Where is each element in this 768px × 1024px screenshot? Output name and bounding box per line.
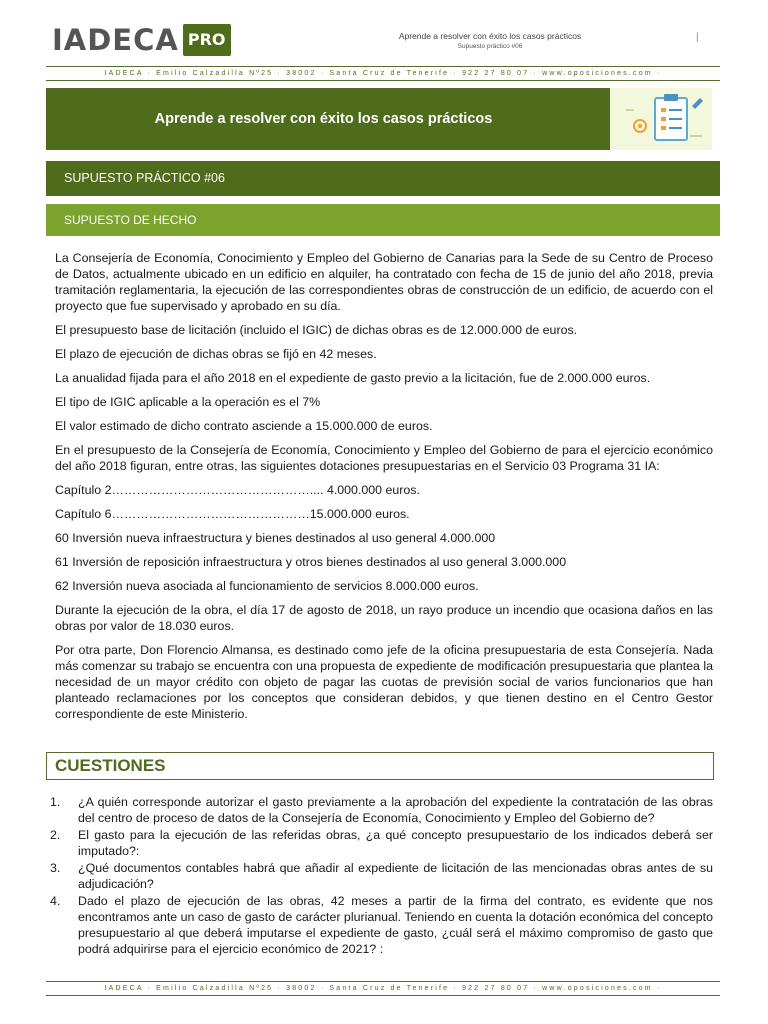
cuestiones-heading [46, 752, 714, 780]
question-text: El gasto para la ejecución de las referidas obras, ¿a qué concepto presupuestario de los indicados deberá ser imputado?: [78, 828, 713, 858]
section-supuesto-de-hecho: SUPUESTO DE HECHO [46, 204, 720, 236]
banner-title: Aprende a resolver con éxito los casos prácticos [154, 111, 493, 127]
question-number: 4. [50, 894, 61, 908]
paragraph: 60 Inversión nueva infraestructura y bienes destinados al uso general 4.000.000 [55, 531, 496, 545]
paragraph: En el presupuesto de la Consejería de Economía, Conocimiento y Empleo del Gobierno de para el ejercicio económico del año 2018 figuran, entre otras, las siguientes dotaciones presupuestarias en el Servicio 03 Programa 31 IA: [55, 443, 713, 473]
contact-bar-bottom: IADECA · Emilio Calzadilla Nº25 · 38002 · Santa Cruz de Tenerife · 922 27 80 07 · www.oposiciones.com · [46, 981, 720, 996]
header-subtitle: Supuesto práctico #06 [457, 43, 523, 50]
logo-pro-badge: PRO [183, 24, 231, 56]
question-item [50, 827, 713, 859]
question-item [50, 860, 713, 892]
question-number: 1. [50, 795, 61, 809]
logo-text: IADECA [52, 23, 179, 57]
paragraph: Capítulo 2………………………………………….... 4.000.000 euros. [55, 483, 420, 497]
paragraph: Capítulo 6…………………………………………15.000.000 euros. [55, 507, 410, 521]
paragraph: La anualidad fijada para el año 2018 en el expediente de gasto previo a la licitación, fue de 2.000.000 euros. [55, 371, 651, 385]
question-text: ¿Qué documentos contables habrá que añadir al expediente de licitación de las mencionadas obras antes de su adjudicación? [78, 861, 713, 891]
questions-list [50, 794, 713, 958]
paragraph: La Consejería de Economía, Conocimiento y Empleo del Gobierno de Canarias para la Sede de su Centro de Proceso de Datos, actualmente ubicado en un edificio en alquiler, ha contratado con fecha de 15 de junio del año 2018, previa tramitación reglamentaria, la ejecución de las correspondientes obras de construcción de un edificio, de acuerdo con el proyecto que fue supervisado y aprobado en su día. [55, 251, 713, 313]
paragraph: Por otra parte, Don Florencio Almansa, es destinado como jefe de la oficina presupuestaria de esta Consejería. Nada más comenzar su trabajo se encuentra con una propuesta de expediente de modificación presupuestaria que plantea la necesidad de un mayor crédito con objeto de pagar las cuotas de previsión social de varios funcionarios que han planteado reclamaciones por los conceptos que consideran debidos, y que tienen destino en el Centro Gestor correspondiente de este Ministerio. [55, 643, 713, 721]
clipboard-checklist-icon [610, 88, 712, 150]
page-header [0, 0, 768, 64]
paragraph: El tipo de IGIC aplicable a la operación es el 7% [55, 395, 321, 409]
paragraph: El plazo de ejecución de dichas obras se fijó en 42 meses. [55, 347, 377, 361]
cuestiones-title: CUESTIONES [55, 756, 166, 775]
header-title: Aprende a resolver con éxito los casos prácticos [398, 31, 582, 41]
paragraph: El presupuesto base de licitación (incluido el IGIC) de dichas obras es de 12.000.000 de euros. [55, 323, 578, 337]
paragraph: El valor estimado de dicho contrato asciende a 15.000.000 de euros. [55, 419, 433, 433]
iadeca-logo [52, 24, 231, 56]
paragraph: Durante la ejecución de la obra, el día 17 de agosto de 2018, un rayo produce un incendio que ocasiona daños en las obras por valor de 18.030 euros. [55, 603, 713, 633]
question-number: 2. [50, 828, 61, 842]
title-banner [46, 88, 712, 150]
contact-bar-top: IADECA · Emilio Calzadilla Nº25 · 38002 · Santa Cruz de Tenerife · 922 27 80 07 · www.oposiciones.com · [46, 66, 720, 81]
header-separator: | [696, 32, 699, 43]
paragraph: 62 Inversión nueva asociada al funcionamiento de servicios 8.000.000 euros. [55, 579, 479, 593]
question-text: ¿A quién corresponde autorizar el gasto previamente a la aprobación del expediente la contratación de las obras del centro de proceso de datos de la Consejería de Economía, Conocimiento y Empleo del Gobierno de? [78, 795, 713, 825]
case-body [55, 250, 713, 730]
question-item [50, 893, 713, 957]
question-item [50, 794, 713, 826]
question-text: Dado el plazo de ejecución de las obras, 42 meses a partir de la firma del contrato, es evidente que nos encontramos ante un caso de gasto de carácter plurianual. Teniendo en cuenta la dotación económica del concepto presupuestario al que deberá imputarse el expediente de gasto, ¿cuál será el máximo compromiso de gasto que podrá adquirirse para el ejercicio económico de 2021? : [78, 894, 713, 956]
question-number: 3. [50, 861, 61, 875]
section-supuesto-practico: SUPUESTO PRÁCTICO #06 [46, 161, 720, 196]
paragraph: 61 Inversión de reposición infraestructura y otros bienes destinados al uso general 3.000.000 [55, 555, 567, 569]
header-caption [340, 30, 640, 52]
